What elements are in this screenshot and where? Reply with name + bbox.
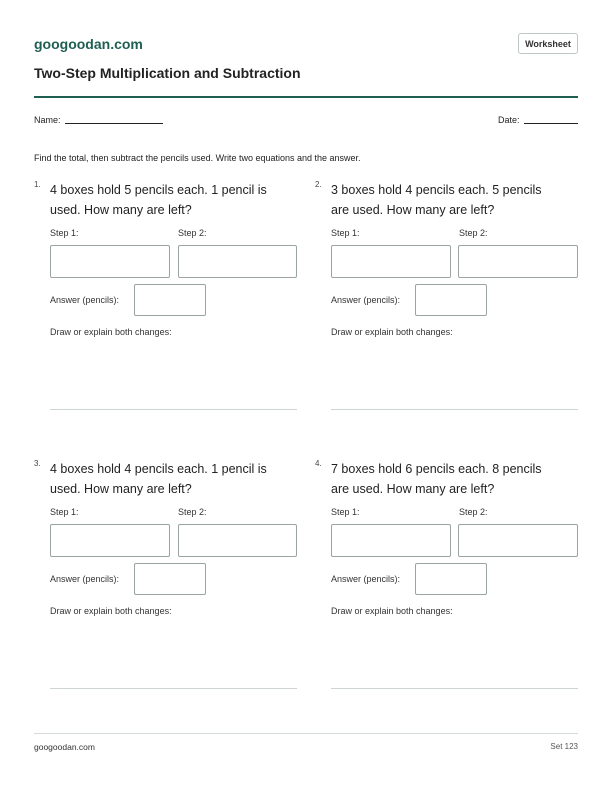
final-answer-box[interactable] (415, 284, 487, 316)
draw-label: Draw or explain both changes: (50, 606, 172, 616)
answer-label: Answer (pencils): (331, 295, 401, 305)
step1-label: Step 1: (50, 228, 79, 238)
step2-answer-box[interactable] (178, 245, 297, 278)
step2-label: Step 2: (178, 228, 207, 238)
step2-label: Step 2: (459, 228, 488, 238)
date-label: Date: (498, 115, 520, 125)
step1-answer-box[interactable] (331, 245, 451, 278)
problem-text: 3 boxes hold 4 pencils each. 5 pencils are used. How many are left? (331, 183, 542, 217)
step2-label: Step 2: (178, 507, 207, 517)
date-field[interactable] (524, 123, 578, 124)
instructions: Find the total, then subtract the pencils used. Write two equations and the answer. (34, 153, 361, 163)
brand-logo-text: googoodan.com (34, 36, 143, 52)
step2-answer-box[interactable] (178, 524, 297, 557)
problem-text: 4 boxes hold 5 pencils each. 1 pencil is used. How many are left? (50, 183, 267, 217)
name-field[interactable] (65, 123, 163, 124)
answer-label: Answer (pencils): (331, 574, 401, 584)
final-answer-box[interactable] (134, 563, 206, 595)
draw-area-line[interactable] (50, 409, 297, 410)
problem-number: 4. (315, 459, 322, 468)
footer-site: googoodan.com (34, 742, 95, 752)
step2-answer-box[interactable] (458, 245, 578, 278)
footer-divider (34, 733, 578, 734)
worksheet-tag: Worksheet (518, 33, 578, 54)
step1-label: Step 1: (331, 228, 360, 238)
problem-4 (315, 459, 565, 699)
problem-number: 2. (315, 180, 322, 189)
page-title: Two-Step Multiplication and Subtraction (34, 65, 301, 81)
problem-3 (34, 459, 284, 699)
final-answer-box[interactable] (134, 284, 206, 316)
problem-1 (34, 180, 284, 420)
step1-answer-box[interactable] (331, 524, 451, 557)
problem-text: 4 boxes hold 4 pencils each. 1 pencil is used. How many are left? (50, 462, 267, 496)
draw-label: Draw or explain both changes: (331, 606, 453, 616)
draw-area-line[interactable] (331, 409, 578, 410)
draw-label: Draw or explain both changes: (331, 327, 453, 337)
step1-answer-box[interactable] (50, 524, 170, 557)
problem-number: 1. (34, 180, 41, 189)
draw-label: Draw or explain both changes: (50, 327, 172, 337)
step1-answer-box[interactable] (50, 245, 170, 278)
answer-label: Answer (pencils): (50, 295, 120, 305)
header-divider (34, 96, 578, 98)
step2-answer-box[interactable] (458, 524, 578, 557)
name-label: Name: (34, 115, 61, 125)
draw-area-line[interactable] (50, 688, 297, 689)
step1-label: Step 1: (50, 507, 79, 517)
final-answer-box[interactable] (415, 563, 487, 595)
answer-label: Answer (pencils): (50, 574, 120, 584)
step1-label: Step 1: (331, 507, 360, 517)
problem-number: 3. (34, 459, 41, 468)
problem-text: 7 boxes hold 6 pencils each. 8 pencils are used. How many are left? (331, 462, 542, 496)
step2-label: Step 2: (459, 507, 488, 517)
draw-area-line[interactable] (331, 688, 578, 689)
footer-set-number: Set 123 (550, 742, 578, 751)
problem-2 (315, 180, 565, 420)
